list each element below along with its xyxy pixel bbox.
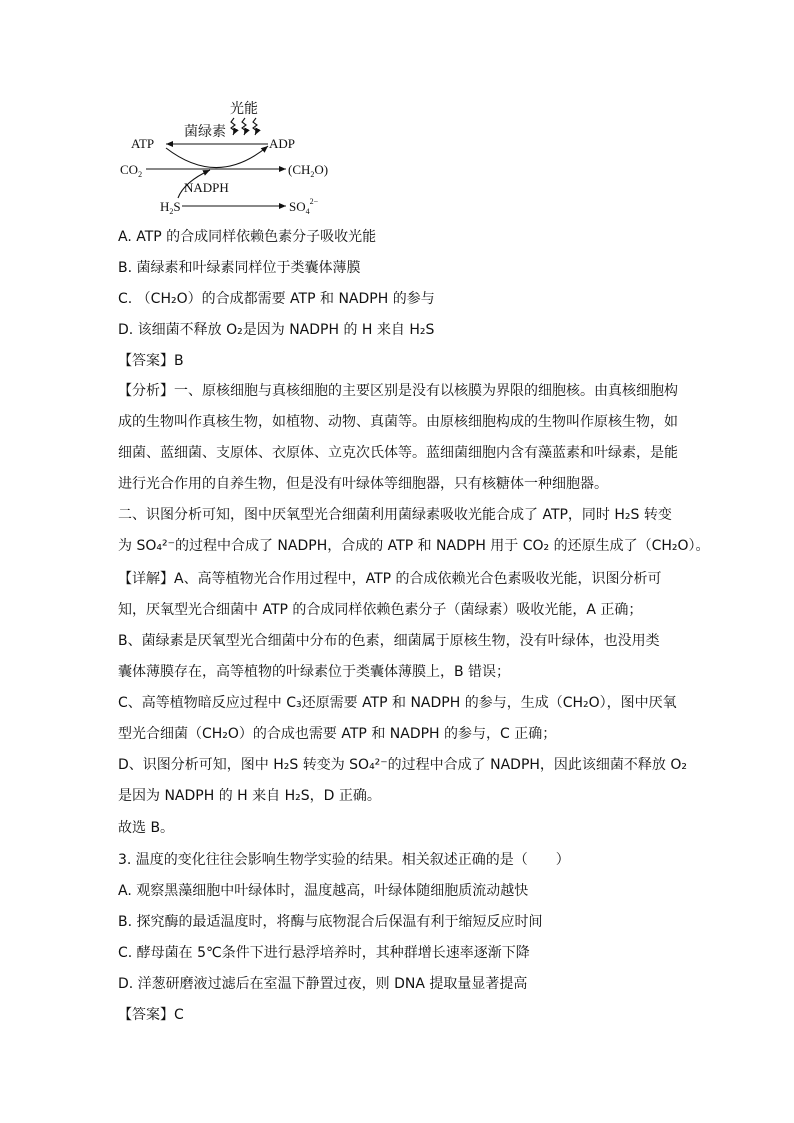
detail-line: 型光合细菌（CH₂O）的合成也需要 ATP 和 NADPH 的参与，C 正确；	[118, 726, 557, 742]
analysis-line: 细菌、蓝细菌、支原体、衣原体、立克次氏体等。蓝细菌细胞内含有藻蓝素和叶绿素，是能	[118, 445, 678, 461]
q2-option-c: C. （CH₂O）的合成都需要 ATP 和 NADPH 的参与	[118, 291, 435, 307]
h2s-label: $H_2S$	[160, 199, 181, 216]
q3-stem: 3. 温度的变化往往会影响生物学实验的结果。相关叙述正确的是（ ）	[118, 852, 570, 868]
light-rays-icon	[231, 118, 257, 135]
detail-line: 囊体薄膜存在，高等植物的叶绿素位于类囊体薄膜上，B 错误；	[118, 664, 511, 680]
q2-option-b: B. 菌绿素和叶绿素同样位于类囊体薄膜	[118, 260, 361, 276]
q3-option-b: B. 探究酶的最适温度时，将酶与底物混合后保温有利于缩短反应时间	[118, 914, 543, 930]
diagram-svg	[118, 96, 348, 221]
photosynthesis-diagram	[118, 96, 348, 221]
detail-line: B、菌绿素是厌氧型光合细菌中分布的色素，细菌属于原核生物，没有叶绿体，也没用类	[118, 633, 660, 649]
detail-line: 是因为 NADPH 的 H 来自 H₂S，D 正确。	[118, 788, 381, 804]
analysis-line: 成的生物叫作真核生物，如植物、动物、真菌等。由原核细胞构成的生物叫作原核生物，如	[118, 414, 678, 430]
ch2o-label: $(CH_2O)$	[288, 162, 329, 179]
q3-answer: 【答案】C	[118, 1007, 184, 1023]
co2-label: $CO_2$	[120, 162, 143, 179]
q3-option-a: A. 观察黑藻细胞中叶绿体时，温度越高，叶绿体随细胞质流动越快	[118, 883, 529, 899]
analysis-line: 二、识图分析可知，图中厌氧型光合细菌利用菌绿素吸收光能合成了 ATP，同时 H₂S 转变	[118, 507, 672, 523]
adp-label: ADP	[269, 136, 296, 151]
detail-line: D、识图分析可知，图中 H₂S 转变为 SO₄²⁻的过程中合成了 NADPH，因此该细菌不释放 O₂	[118, 757, 688, 773]
q2-option-a: A. ATP 的合成同样依赖色素分子吸收光能	[118, 229, 377, 245]
atp-label: ATP	[131, 136, 155, 151]
detail-line: 故选 B。	[118, 820, 175, 836]
detail-line: C、高等植物暗反应过程中 C₃还原需要 ATP 和 NADPH 的参与，生成（CH₂O），图中厌氧	[118, 695, 677, 711]
light-energy-label: 光能	[230, 101, 258, 117]
analysis-line: 【分析】一、原核细胞与真核细胞的主要区别是没有以核膜为界限的细胞核。由真核细胞构	[118, 383, 678, 399]
detail-line: 知，厌氧型光合细菌中 ATP 的合成同样依赖色素分子（菌绿素）吸收光能，A 正确；	[118, 602, 643, 618]
analysis-line: 为 SO₄²⁻的过程中合成了 NADPH，合成的 ATP 和 NADPH 用于 CO₂ 的还原生成了（CH₂O）。	[118, 538, 710, 554]
q2-option-d: D. 该细菌不释放 O₂是因为 NADPH 的 H 来自 H₂S	[118, 322, 435, 338]
detail-line: 【详解】A、高等植物光合作用过程中，ATP 的合成依赖光合色素吸收光能，识图分析可	[118, 571, 662, 587]
q3-option-c: C. 酵母菌在 5℃条件下进行悬浮培养时，其种群增长速率逐渐下降	[118, 945, 530, 961]
bacteriochlorophyll-label: 菌绿素	[184, 124, 226, 140]
analysis-line: 进行光合作用的自养生物，但是没有叶绿体等细胞器，只有核糖体一种细胞器。	[118, 476, 608, 492]
so4-label: $SO_4^{2-}$	[289, 197, 319, 216]
nadph-label: NADPH	[184, 180, 229, 195]
atp-consumption-curve	[166, 146, 268, 168]
q2-answer: 【答案】B	[118, 353, 184, 369]
q3-option-d: D. 洋葱研磨液过滤后在室温下静置过夜，则 DNA 提取量显著提高	[118, 976, 528, 992]
